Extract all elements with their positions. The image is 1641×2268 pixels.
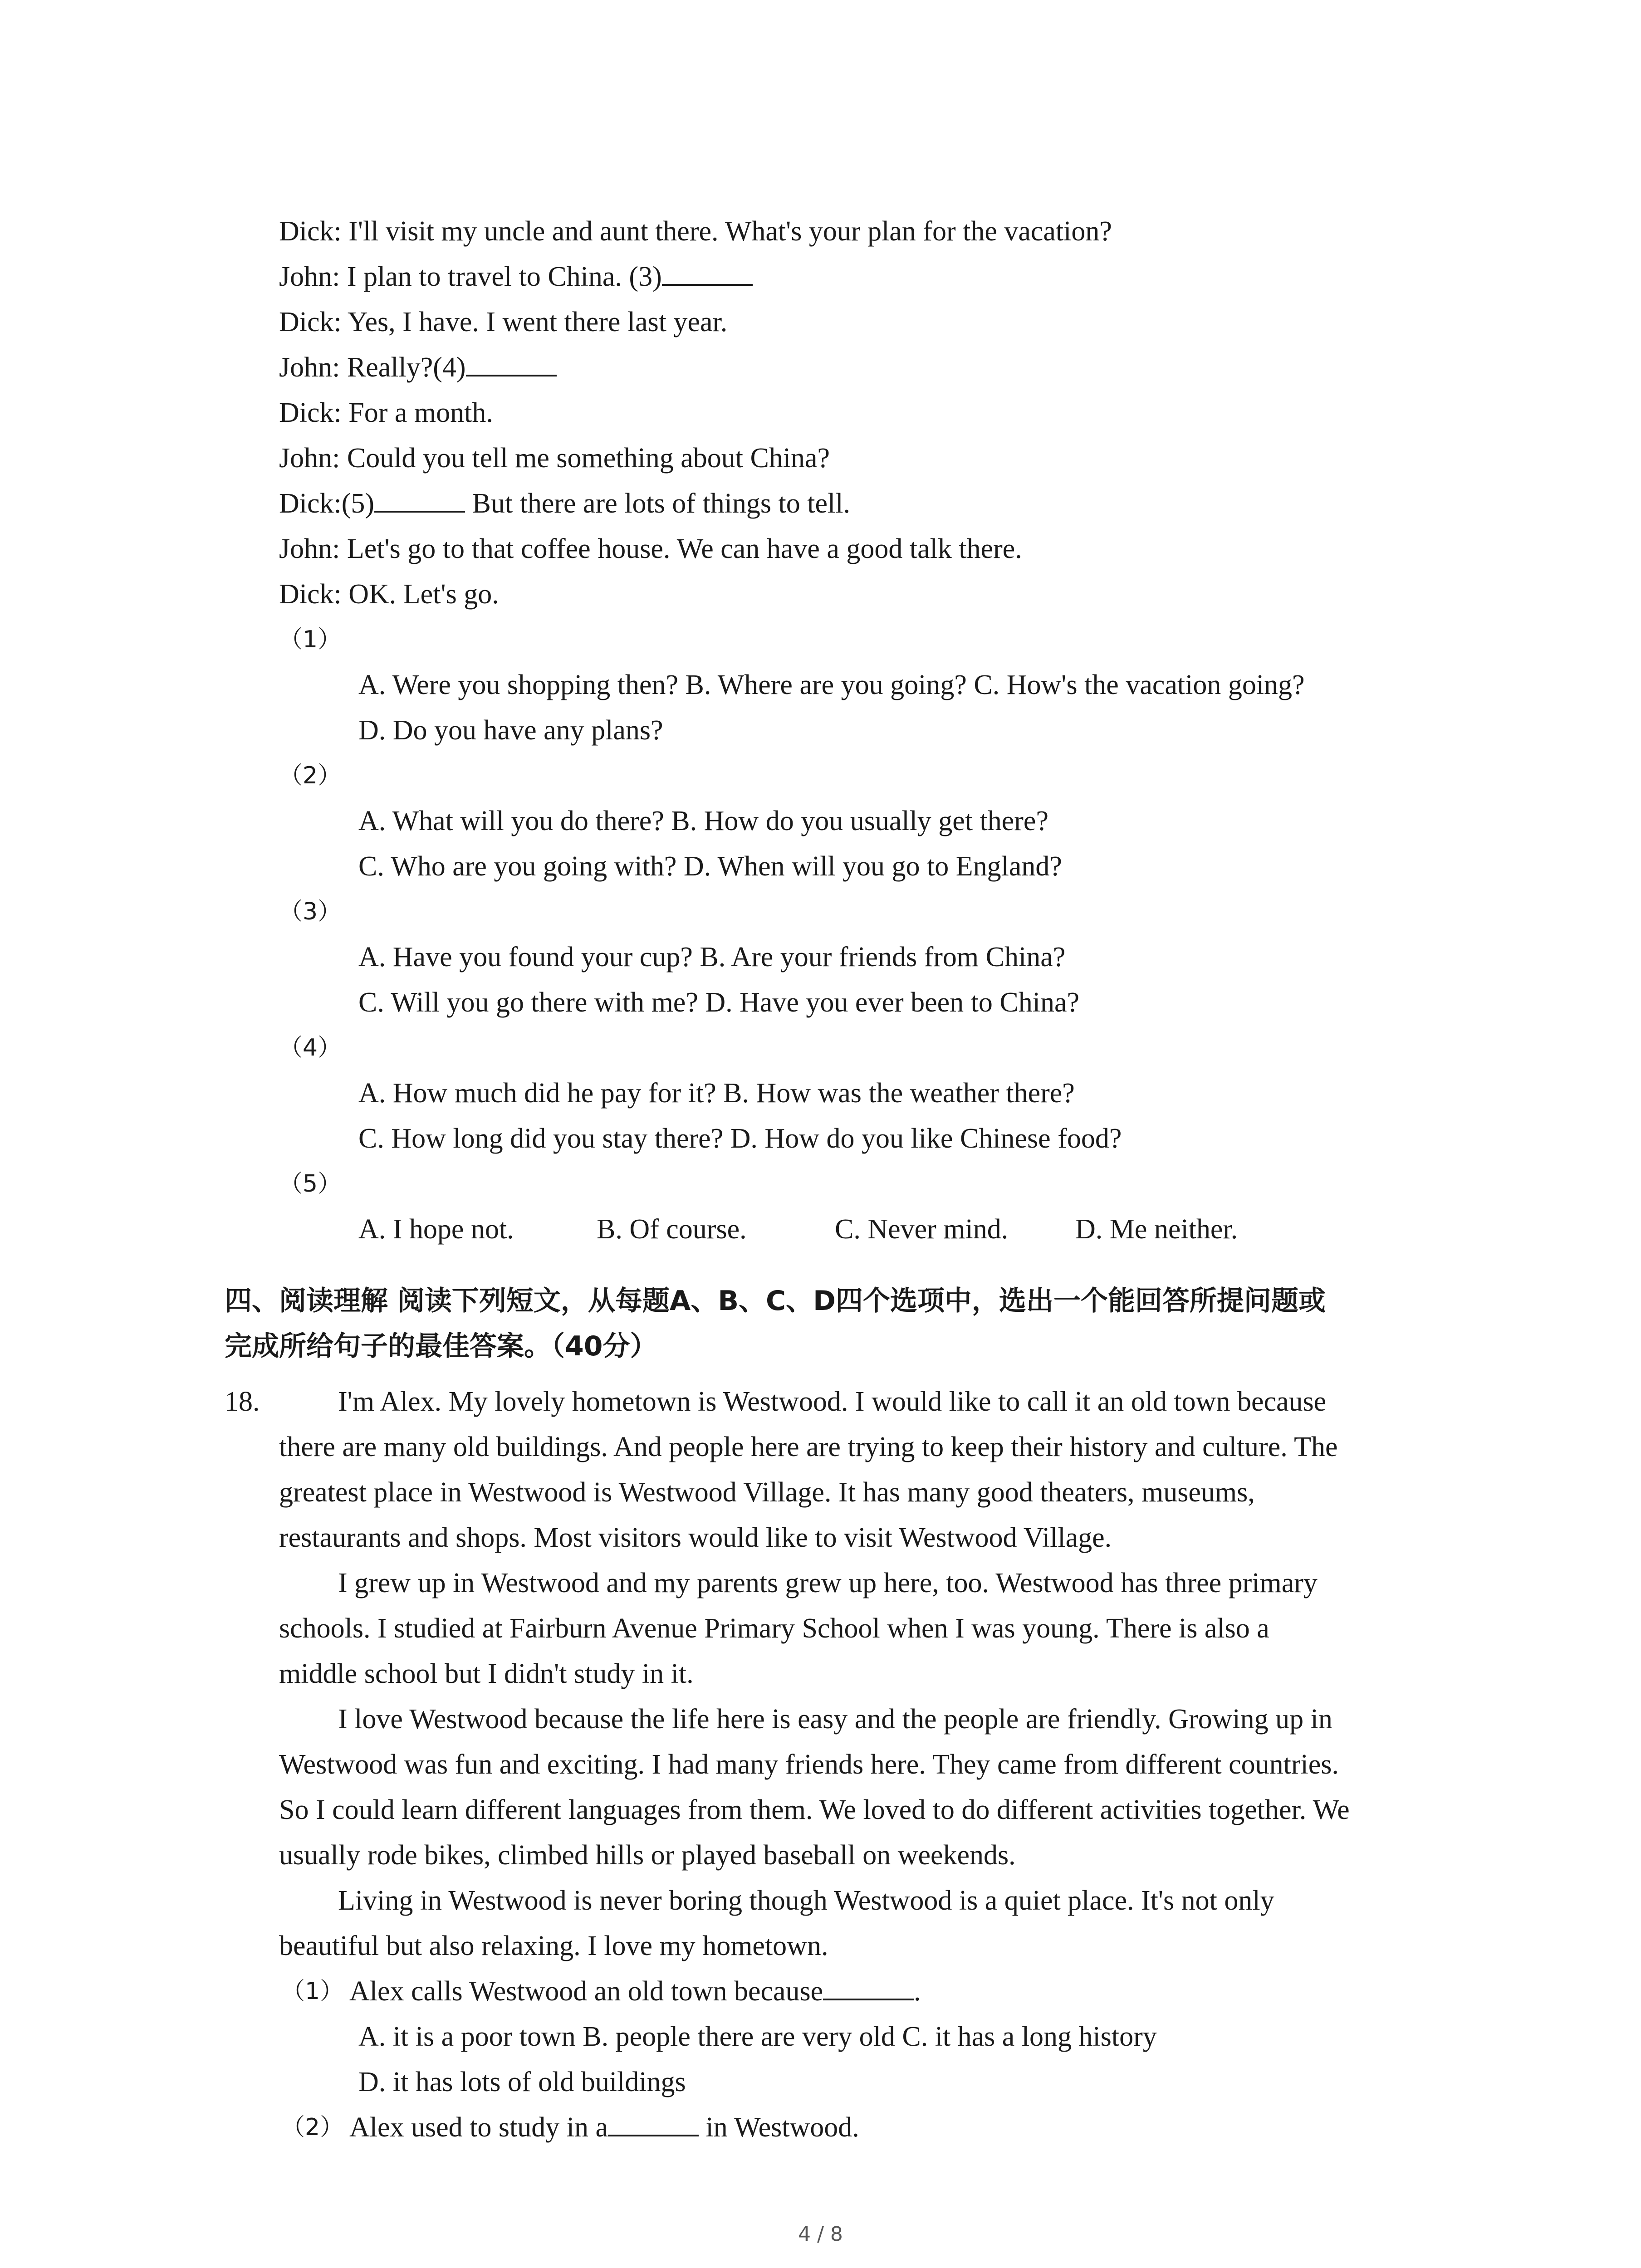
dialogue-line: Dick: OK. Let's go.	[279, 579, 499, 610]
passage-number: 18.	[225, 1386, 260, 1417]
passage-line: So I could learn different languages from them. We loved to do different activities together. We	[279, 1794, 1350, 1825]
question-stem: Alex calls Westwood an old town because .	[349, 1976, 921, 2007]
answer-options: D. Do you have any plans?	[358, 715, 663, 746]
question-number: （4）	[279, 1034, 342, 1061]
section-heading: 四、阅读理解 阅读下列短文，从每题A、B、C、D四个选项中，选出一个能回答所提问题或	[225, 1285, 1326, 1317]
dialogue-line: John: Really?(4)	[279, 349, 557, 386]
section-heading: 完成所给句子的最佳答案。（40分）	[225, 1330, 657, 1362]
answer-blank	[662, 261, 753, 286]
passage-line: greatest place in Westwood is Westwood Village. It has many good theaters, museums,	[279, 1477, 1255, 1508]
passage-line: middle school but I didn't study in it.	[279, 1658, 694, 1689]
question-number: （1）	[279, 626, 342, 653]
question-number: （3）	[279, 898, 342, 925]
question-number: （5）	[279, 1170, 342, 1198]
answer-options: D. it has lots of old buildings	[358, 2067, 686, 2097]
passage-line: Westwood was fun and exciting. I had many friends here. They came from different countries.	[279, 1749, 1339, 1780]
question-stem: Alex used to study in a in Westwood.	[349, 2112, 859, 2143]
answer-option: C. Never mind.	[835, 1214, 1009, 1245]
dialogue-line: John: Let's go to that coffee house. We can have a good talk there.	[279, 533, 1022, 564]
dialogue-line: Dick: I'll visit my uncle and aunt there. What's your plan for the vacation?	[279, 216, 1112, 247]
answer-options: C. Who are you going with? D. When will you go to England?	[358, 851, 1062, 882]
question-number: （2）	[281, 2114, 344, 2141]
passage-line: Living in Westwood is never boring though Westwood is a quiet place. It's not only	[338, 1885, 1274, 1916]
passage-line: beautiful but also relaxing. I love my hometown.	[279, 1931, 828, 1961]
passage-line: I love Westwood because the life here is easy and the people are friendly. Growing up in	[338, 1704, 1332, 1735]
dialogue-line: John: Could you tell me something about China?	[279, 443, 830, 474]
dialogue-line: Dick:(5) But there are lots of things to tell.	[279, 488, 850, 519]
passage-line: usually rode bikes, climbed hills or played baseball on weekends.	[279, 1840, 1016, 1871]
answer-options: C. Will you go there with me? D. Have you ever been to China?	[358, 987, 1079, 1018]
answer-options: A. How much did he pay for it? B. How was the weather there?	[358, 1078, 1075, 1109]
answer-options: A. What will you do there? B. How do you usually get there?	[358, 806, 1048, 836]
answer-option: D. Me neither.	[1075, 1214, 1238, 1245]
dialogue-line: John: I plan to travel to China. (3)	[279, 259, 753, 295]
answer-options: A. it is a poor town B. people there are very old C. it has a long history	[358, 2021, 1157, 2052]
answer-blank	[466, 352, 557, 376]
passage-line: I'm Alex. My lovely hometown is Westwood. I would like to call it an old town because	[338, 1386, 1327, 1417]
passage-line: restaurants and shops. Most visitors would like to visit Westwood Village.	[279, 1522, 1112, 1553]
page-number: 4 / 8	[798, 2223, 843, 2246]
passage-line: schools. I studied at Fairburn Avenue Primary School when I was young. There is also a	[279, 1613, 1269, 1644]
answer-option: A. I hope not.	[358, 1214, 514, 1245]
answer-blank	[823, 1976, 914, 2000]
dialogue-line: Dick: Yes, I have. I went there last year.	[279, 307, 728, 337]
dialogue-line: Dick: For a month.	[279, 397, 493, 428]
answer-options: C. How long did you stay there? D. How do you like Chinese food?	[358, 1123, 1122, 1154]
answer-blank	[374, 488, 465, 513]
answer-option: B. Of course.	[597, 1214, 747, 1245]
answer-options: A. Have you found your cup? B. Are your friends from China?	[358, 942, 1066, 973]
passage-line: there are many old buildings. And people here are trying to keep their history and culture. The	[279, 1432, 1338, 1462]
question-number: （2）	[279, 762, 342, 789]
answer-options: A. Were you shopping then? B. Where are you going? C. How's the vacation going?	[358, 670, 1305, 700]
answer-blank	[608, 2112, 699, 2136]
question-number: （1）	[281, 1978, 344, 2005]
passage-line: I grew up in Westwood and my parents grew up here, too. Westwood has three primary	[338, 1568, 1318, 1598]
